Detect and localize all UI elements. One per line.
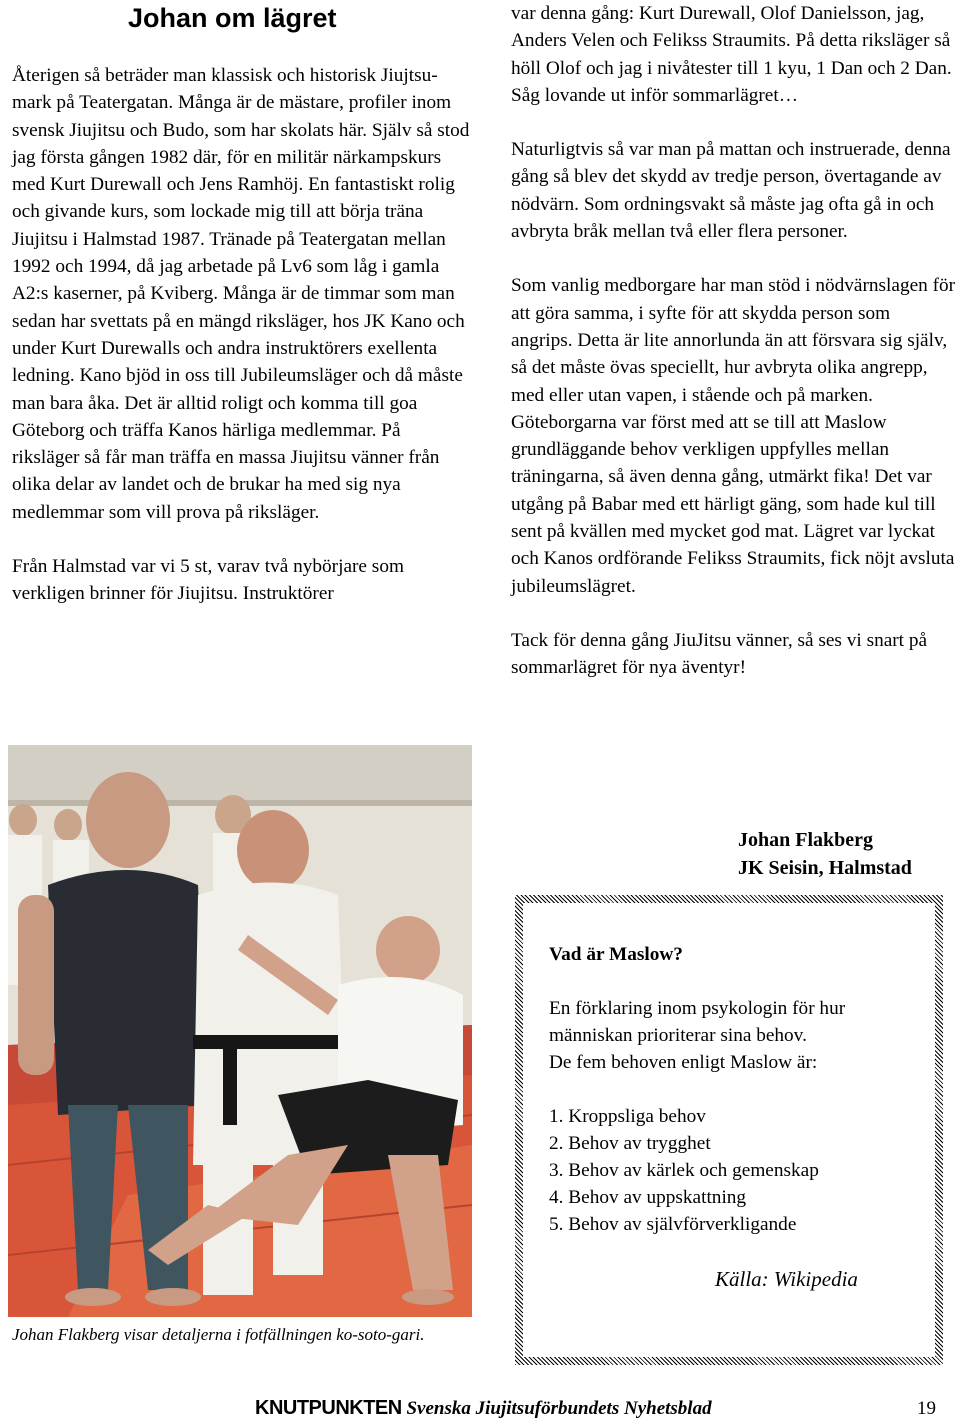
left-paragraph-2: Från Halmstad var vi 5 st, varav två nybörjare som verkligen brinner för Jiujitsu. Instruktörer	[12, 556, 404, 605]
maslow-box-title: Vad är Maslow?	[549, 944, 683, 965]
photo-caption: Johan Flakberg visar detaljerna i fotfällningen ko-soto-gari.	[12, 1325, 425, 1344]
list-item: 3. Behov av kärlek och gemenskap	[549, 1160, 819, 1181]
footer-brand: KNUTPUNKTEN	[255, 1397, 402, 1419]
signature-name: Johan Flakberg	[738, 829, 874, 851]
page-number: 19	[917, 1398, 936, 1419]
list-item: 4. Behov av uppskattning	[549, 1187, 747, 1208]
list-item: 2. Behov av trygghet	[549, 1133, 711, 1154]
signature-club: JK Seisin, Halmstad	[738, 857, 912, 879]
maslow-intro-2: De fem behoven enligt Maslow är:	[549, 1052, 818, 1073]
right-paragraph-3: Som vanlig medborgare har man stöd i nödvärnslagen för att göra samma, i syfte för att skydda person som angrips. Detta är lite annorlunda än att försvara sig själv, så det måste övas speciellt, hur avbryta olika angrepp, med eller utan vapen, i stående och på marken. Göteborgarna var först med att se till att Maslow grundläggande behov verkligen uppfylles mellan träningarna, så även denna gång, utmärkt fika! Det var utgång på Babar med ett härligt gäng, som hade kul till sent på kvällen med mycket god mat. Lägret var lyckat och Kanos ordförande Felikss Straumits, fick nöjt avsluta jubileumslägret.	[511, 275, 956, 597]
right-paragraph-2: Naturligtvis så var man på mattan och instruerade, denna gång så blev det skydd av tredje person, övertagande av nödvärn. Som ordningsvakt så måste jag ofta gå in och avbryta bråk mellan två eller flera personer.	[511, 139, 951, 243]
article-title: Johan om lägret	[128, 3, 337, 33]
photo-illustration	[8, 745, 472, 1317]
signature	[738, 826, 912, 882]
maslow-source: Källa: Wikipedia	[715, 1267, 858, 1291]
footer-publication: Svenska Jiujitsuförbundets Nyhetsblad	[406, 1398, 712, 1419]
maslow-box	[515, 895, 943, 1365]
list-item: 1. Kroppsliga behov	[549, 1106, 706, 1127]
right-paragraph-1: var denna gång: Kurt Durewall, Olof Danielsson, jag, Anders Velen och Felikss Straumits. På detta riksläger så höll Olof och jag i nivåtester till 1 kyu, 1 Dan och 2 Dan. Såg lovande ut inför sommarlägret…	[511, 3, 952, 106]
footer	[255, 1394, 712, 1423]
right-paragraph-4: Tack för denna gång JiuJitsu vänner, så ses vi snart på sommarlägret för nya äventyr!	[511, 629, 928, 679]
left-column	[12, 62, 470, 608]
list-item: 5. Behov av självförverkligande	[549, 1214, 797, 1235]
maslow-needs-list	[549, 1103, 929, 1238]
article-photo	[8, 745, 472, 1317]
maslow-intro: En förklaring inom psykologin för hur människan prioriterar sina behov.	[549, 998, 846, 1046]
left-paragraph-1: Återigen så beträder man klassisk och historisk Jiujtsu-mark på Teatergatan. Många är de mästare, profiler inom svensk Jiujitsu och Budo, som har skolats här. Själv så stod jag första gången 1982 där, för en militär närkampskurs med Kurt Durewall och Jens Ramhöj. En fantastiskt rolig och givande kurs, som lockade mig till att börja träna Jiujitsu i Halmstad 1987. Tränade på Teatergatan mellan 1992 och 1994, då jag arbetade på Lv6 som låg i gamla A2:s kaserner, på Kviberg. Många är de timmar som man sedan har svettats på en mängd riksläger, hos JK Kano och under Kurt Durewalls och andra instruktörers exellenta ledning. Kano bjöd in oss till Jubileumsläger och då måste man bara åka. Det är alltid roligt och komma till goa Göteborg och träffa Kanos härliga medlemmar. På riksläger så får man träffa en massa Jiujitsu vänner från olika delar av landet och de brukar ha med sig nya medlemmar som vill prova på riksläger.	[12, 65, 470, 523]
right-column	[511, 0, 956, 682]
maslow-box-content	[549, 941, 929, 1238]
